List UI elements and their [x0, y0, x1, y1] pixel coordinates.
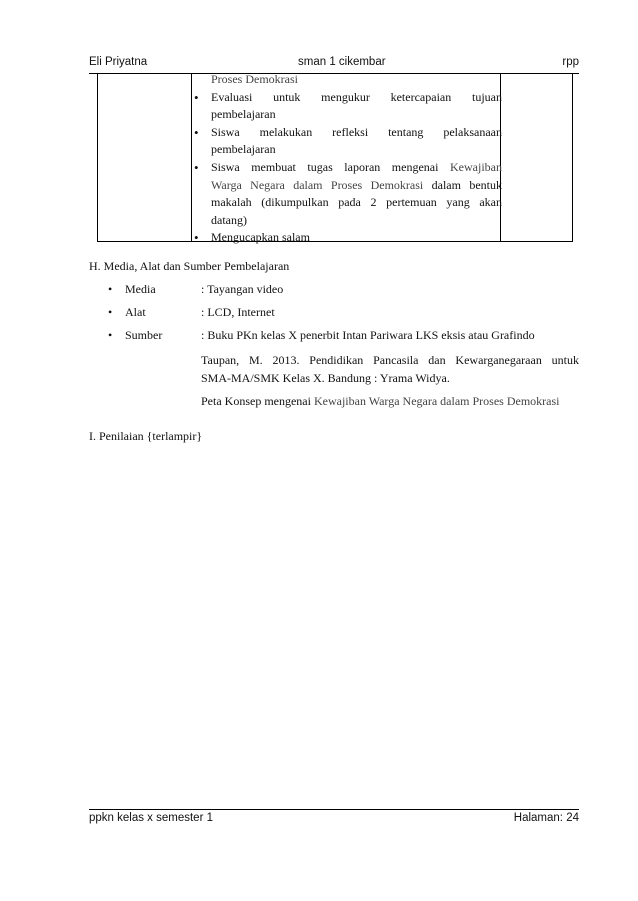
list-item-text: pembelajaran [211, 142, 276, 157]
item-value: : Buku PKn kelas X penerbit Intan Pariwara LKS eksis atau Grafindo [201, 328, 535, 342]
list-item [194, 89, 502, 124]
bullet-icon: • [108, 282, 113, 296]
list-item-highlight: Warga Negara dalam Proses Demokrasi [211, 177, 424, 192]
item-label: Alat [125, 305, 146, 319]
footer-rule [89, 809, 579, 810]
footer-page-number: Halaman: 24 [513, 812, 579, 824]
reference-line: SMA-MA/SMK Kelas X. Bandung : Yrama Widya. [201, 371, 450, 385]
section-h-heading: H. Media, Alat dan Sumber Pembelajaran [89, 259, 290, 273]
list-item-text: Siswa membuat tugas laporan mengenai [211, 159, 451, 174]
reference-line: Taupan, M. 2013. Pendidikan Pancasila dan Kewarganegaraan untuk [201, 353, 579, 367]
footer-course: ppkn kelas x semester 1 [89, 812, 214, 824]
reference-entry [201, 351, 579, 387]
concept-map-label: Peta Konsep mengenai [201, 394, 314, 408]
activity-cell [194, 71, 502, 247]
list-item-highlight: Kewajiban [450, 159, 502, 174]
list-item [194, 159, 502, 229]
table-divider-left [191, 73, 192, 241]
concept-map-line [201, 394, 559, 409]
header-school: sman 1 cikembar [298, 56, 386, 68]
list-item [194, 229, 502, 247]
list-item-text: makalah (dikumpulkan pada 2 pertemuan yang akan [211, 195, 502, 210]
list-item-text: • Mengucapkan salam [211, 230, 310, 245]
page-footer [89, 812, 579, 828]
header-author: Eli Priyatna [89, 56, 148, 68]
bullet-icon: • [108, 305, 113, 319]
item-label: Media [125, 282, 156, 296]
item-value: : LCD, Internet [201, 305, 275, 319]
header-doc-type: rpp [562, 56, 579, 68]
item-value: : Tayangan video [201, 282, 284, 296]
section-i-heading: I. Penilaian {terlampir} [89, 429, 203, 443]
item-label: Sumber [125, 328, 163, 342]
concept-map-topic: Kewajiban Warga Negara dalam Proses Demokrasi [313, 394, 560, 408]
page-header [89, 56, 579, 72]
continuation-text: Proses Demokrasi [211, 72, 298, 86]
list-item [194, 124, 502, 159]
list-item-text: datang) [211, 212, 247, 227]
list-item-text: pembelajaran [211, 107, 276, 122]
list-item-text: • Siswa melakukan refleksi tentang pelaksanaan [211, 124, 502, 139]
list-item-text: dalam bentuk [423, 177, 503, 192]
list-item-text: • Evaluasi untuk mengukur ketercapaian tujuan [211, 89, 502, 104]
bullet-icon: • [108, 328, 113, 342]
